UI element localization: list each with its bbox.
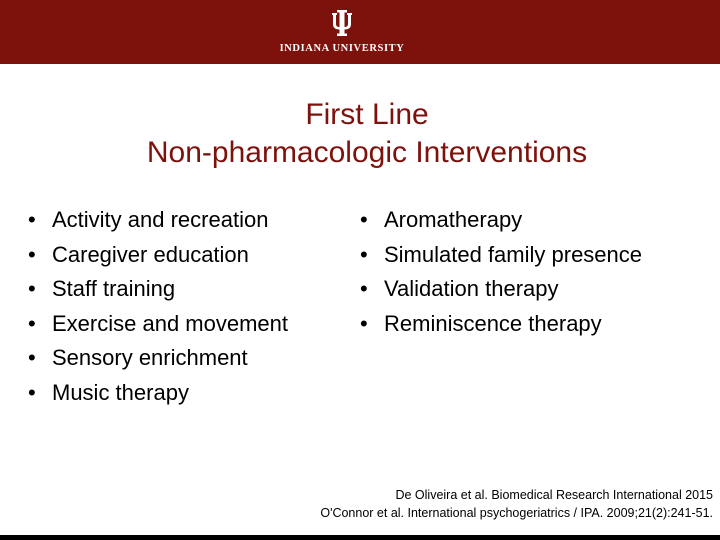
list-item bbox=[28, 238, 348, 273]
list-item-text: Caregiver education bbox=[52, 241, 249, 267]
title-line-2: Non-pharmacologic Interventions bbox=[146, 136, 588, 169]
slide-title bbox=[0, 96, 720, 172]
list-item-text: Simulated family presence bbox=[384, 241, 643, 267]
header-banner bbox=[0, 0, 720, 64]
list-item bbox=[360, 203, 710, 238]
bullet-icon: • bbox=[28, 241, 36, 267]
list-item bbox=[28, 272, 348, 307]
list-item-text: Music therapy bbox=[52, 379, 189, 405]
university-wordmark: INDIANA UNIVERSITY bbox=[279, 43, 405, 54]
bullet-icon: • bbox=[360, 310, 368, 336]
list-item bbox=[360, 272, 710, 307]
list-item bbox=[28, 341, 348, 376]
bullet-icon: • bbox=[28, 379, 36, 405]
title-line-1: First Line bbox=[305, 98, 429, 131]
list-item bbox=[360, 307, 710, 342]
bullet-icon: • bbox=[28, 276, 36, 302]
bullet-icon: • bbox=[28, 207, 36, 232]
list-item-text: Exercise and movement bbox=[52, 310, 288, 336]
list-item-text: Aromatherapy bbox=[384, 207, 523, 232]
list-item-text: Activity and recreation bbox=[52, 207, 269, 232]
citation-2: O'Connor et al. International psychogeriatrics / IPA. 2009;21(2):241-51. bbox=[320, 506, 713, 520]
list-item bbox=[360, 238, 710, 273]
bullet-icon: • bbox=[28, 345, 36, 371]
bullet-icon: • bbox=[360, 241, 368, 267]
bottom-border bbox=[0, 535, 720, 540]
list-item-text: Validation therapy bbox=[384, 276, 559, 302]
bullet-icon: • bbox=[360, 207, 368, 232]
left-bullet-list bbox=[28, 203, 348, 411]
citation-1: De Oliveira et al. Biomedical Research International 2015 bbox=[395, 488, 713, 502]
list-item bbox=[28, 203, 348, 238]
right-bullet-list bbox=[360, 203, 710, 341]
iu-trident-icon bbox=[332, 10, 352, 36]
citations bbox=[200, 486, 713, 522]
bullet-icon: • bbox=[360, 276, 368, 302]
list-item-text: Staff training bbox=[52, 276, 176, 302]
bullet-icon: • bbox=[28, 310, 36, 336]
list-item-text: Reminiscence therapy bbox=[384, 310, 602, 336]
list-item bbox=[28, 376, 348, 411]
list-item-text: Sensory enrichment bbox=[52, 345, 248, 371]
list-item bbox=[28, 307, 348, 342]
